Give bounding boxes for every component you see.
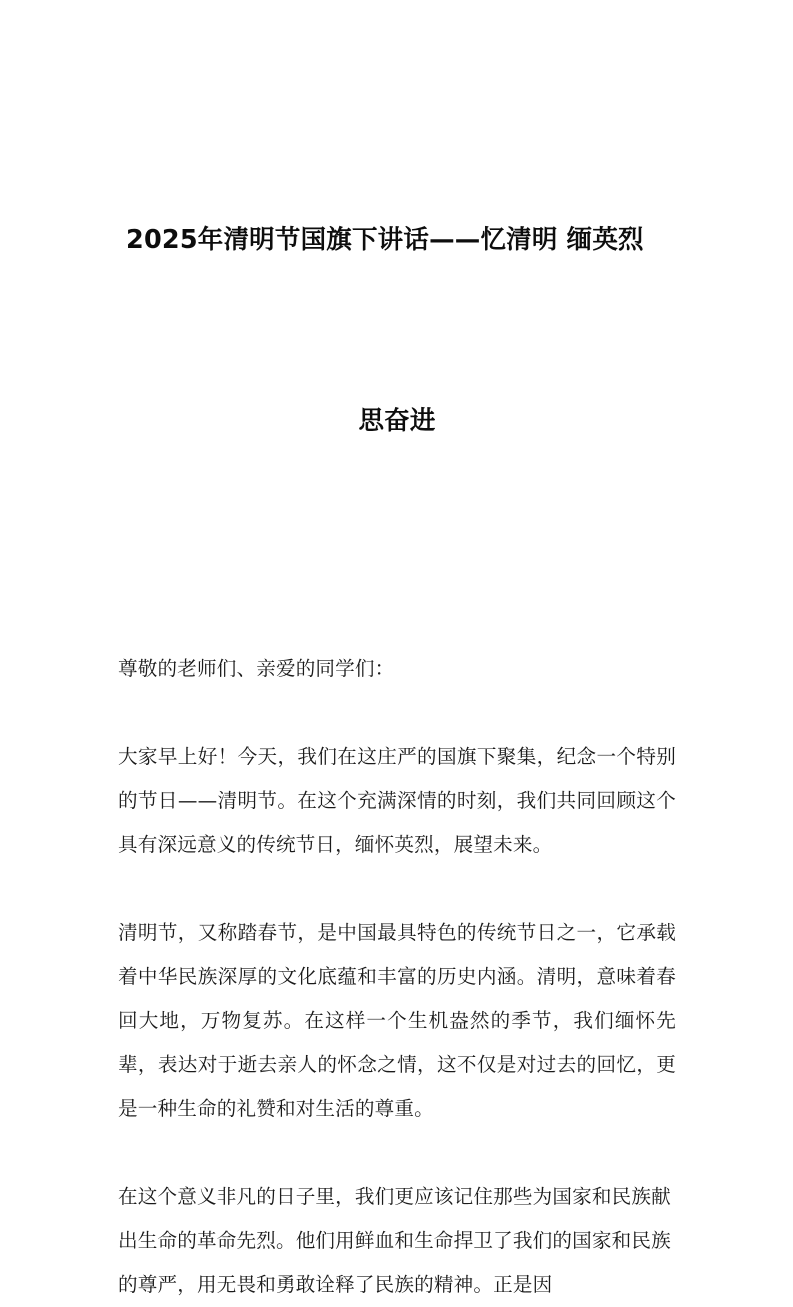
- page-title: [118, 0, 676, 531]
- body-paragraph-2: 清明节，又称踏春节，是中国最具特色的传统节日之一，它承载着中华民族深厚的文化底蕴和丰富的历史内涵。清明，意味着春回大地，万物复苏。在这样一个生机盎然的季节，我们缅怀先辈，表达对于逝去亲人的怀念之情，这不仅是对过去的回忆，更是一种生命的礼赞和对生活的尊重。: [118, 921, 676, 1120]
- document-content-column: [118, 0, 676, 1307]
- document-body: [118, 647, 676, 1307]
- body-paragraph-1: 大家早上好！今天，我们在这庄严的国旗下聚集，纪念一个特别的节日——清明节。在这个充满深情的时刻，我们共同回顾这个具有深远意义的传统节日，缅怀英烈，展望未来。: [118, 745, 676, 856]
- page-title-line-1: 2025年清明节国旗下讲话——忆清明 缅英烈: [126, 225, 644, 255]
- body-paragraph-3: 在这个意义非凡的日子里，我们更应该记住那些为国家和民族献出生命的革命先烈。他们用鲜血和生命捍卫了我们的国家和民族的尊严，用无畏和勇敢诠释了民族的精神。正是因: [118, 1185, 671, 1296]
- page-title-line-2: 思奋进: [358, 406, 436, 436]
- salutation-line: 尊敬的老师们、亲爱的同学们：: [118, 657, 395, 680]
